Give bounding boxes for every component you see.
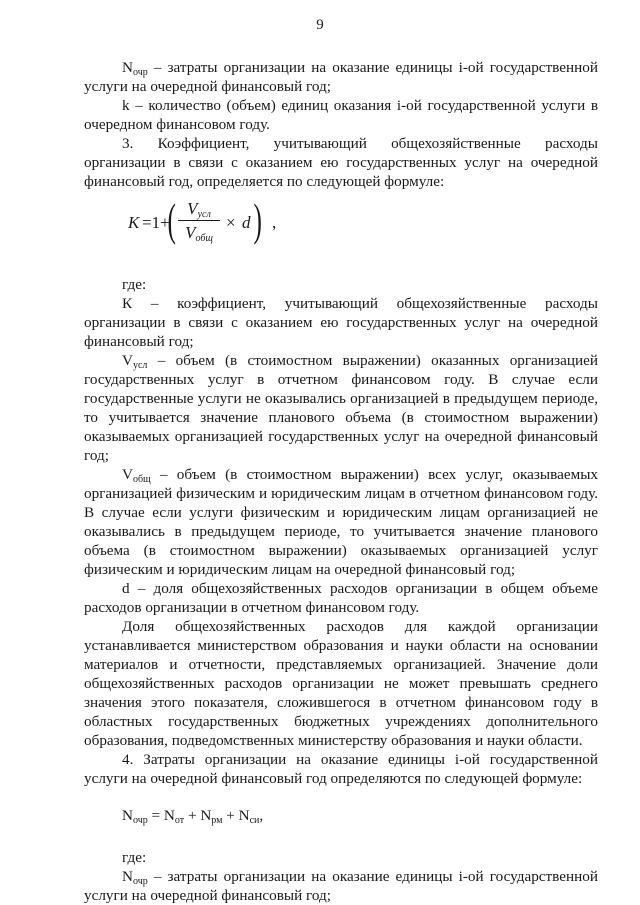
plus: +: [184, 807, 201, 824]
paragraph-v-obshch: [84, 465, 598, 579]
symbol-v: V: [122, 352, 133, 369]
fraction-numerator: [178, 199, 220, 221]
numerator-subscript: усл: [197, 209, 211, 220]
paragraph-n-ochr-definition-2: [84, 867, 598, 905]
symbol-subscript: очр: [132, 67, 148, 78]
definition-text: – объем (в стоимостном выражении) оказанных организацией государственных услуг в отчетном финансовом году. В случае если государственные услуги не оказывались организацией в предыдущем периоде, то учитывается значение планового объема (в стоимостном выражении) оказываемых организацией государственных услуг на очередной финансовый год;: [84, 352, 598, 464]
term-a: N: [122, 807, 133, 824]
term-b: N: [163, 807, 175, 824]
plus: +: [222, 807, 239, 824]
numerator-symbol: V: [187, 199, 198, 218]
symbol-n: N: [122, 59, 133, 76]
symbol-subscript: общ: [132, 474, 151, 485]
equals: =: [147, 807, 164, 824]
fraction-denominator: [178, 221, 220, 242]
paragraph-share: Доля общехозяйственных расходов для каждой организации устанавливается министерством образования и науки области на основании материалов и отчетности, представляемых организацией. Значение доли общехозяйственных расходов организации не может превышать среднего значения этого показателя, сложившегося в отчетном финансовом году в областных государственных бюджетных учреждениях дополнительного образования, подведомственных министерству образования и науки области.: [84, 618, 598, 749]
times-sign: ×: [226, 213, 236, 232]
left-paren: (: [167, 194, 176, 245]
symbol-v: V: [122, 466, 133, 483]
formula-d: d: [242, 213, 251, 232]
term-c: N: [200, 807, 212, 824]
term-e: N: [238, 807, 250, 824]
term-e-sub: си: [249, 815, 260, 826]
symbol-n: N: [122, 868, 133, 885]
definition-text: – затраты организации на оказание единицы i-ой государственной услуги на очередной финансовый год;: [84, 868, 598, 904]
formula-lhs: K: [128, 213, 140, 232]
paragraph-section-4: 4. Затраты организации на оказание единицы i-ой государственной услуги на очередной финансовый год определяются по следующей формуле:: [84, 751, 598, 787]
right-paren: ): [253, 194, 262, 245]
definition-text: – затраты организации на оказание единицы i-ой государственной услуги на очередной финансовый год;: [84, 59, 598, 95]
paragraph-v-usl: [84, 351, 598, 465]
where-label-2: где:: [122, 849, 147, 866]
symbol-subscript: усл: [132, 360, 148, 371]
term-b-sub: от: [174, 815, 185, 826]
paragraph-d: d – доля общехозяйственных расходов организации в общем объеме расходов организации в отчетном финансовом году.: [84, 580, 598, 616]
formula-costs-line: [122, 806, 263, 825]
page-number: 9: [316, 17, 324, 33]
paragraph-n-ochr-definition: [84, 58, 598, 96]
paragraph-k-coefficient: К – коэффициент, учитывающий общехозяйственные расходы организации в связи с оказанием ею государственных услуг на очередной финансовый год;: [84, 295, 598, 350]
term-a-sub: очр: [132, 815, 148, 826]
denominator-subscript: общ: [195, 233, 213, 244]
document-body: [84, 58, 598, 905]
formula-equals-one: =1+: [142, 213, 170, 232]
paragraph-k-definition: k – количество (объем) единиц оказания i-ой государственной услуги в очередном финансовом году.: [84, 97, 598, 133]
term-c-sub: рм: [211, 815, 223, 826]
formula-costs: [84, 788, 598, 848]
formula-comma: ,: [272, 213, 277, 232]
denominator-symbol: V: [185, 223, 196, 242]
formula-k: [128, 195, 348, 251]
formula-fraction: [178, 199, 220, 242]
formula-coefficient: [84, 191, 598, 275]
definition-text: – объем (в стоимостном выражении) всех услуг, оказываемых организацией физическим и юридическим лицам в отчетном финансовом году. В случае если услуги физическим и юридическим лицам организацией не оказывались в предыдущем периоде, то учитывается значение планового объема (в стоимостном выражении) оказываемых организацией услуг физическим и юридическим лицам на очередной финансовый год;: [84, 466, 598, 578]
where-label: где:: [122, 276, 147, 293]
comma: ,: [259, 807, 264, 824]
paragraph-section-3: 3. Коэффициент, учитывающий общехозяйственные расходы организации в связи с оказанием ею государственных услуг на очередной финансовый год, определяется по следующей формуле:: [84, 135, 598, 190]
symbol-subscript: очр: [132, 876, 148, 887]
